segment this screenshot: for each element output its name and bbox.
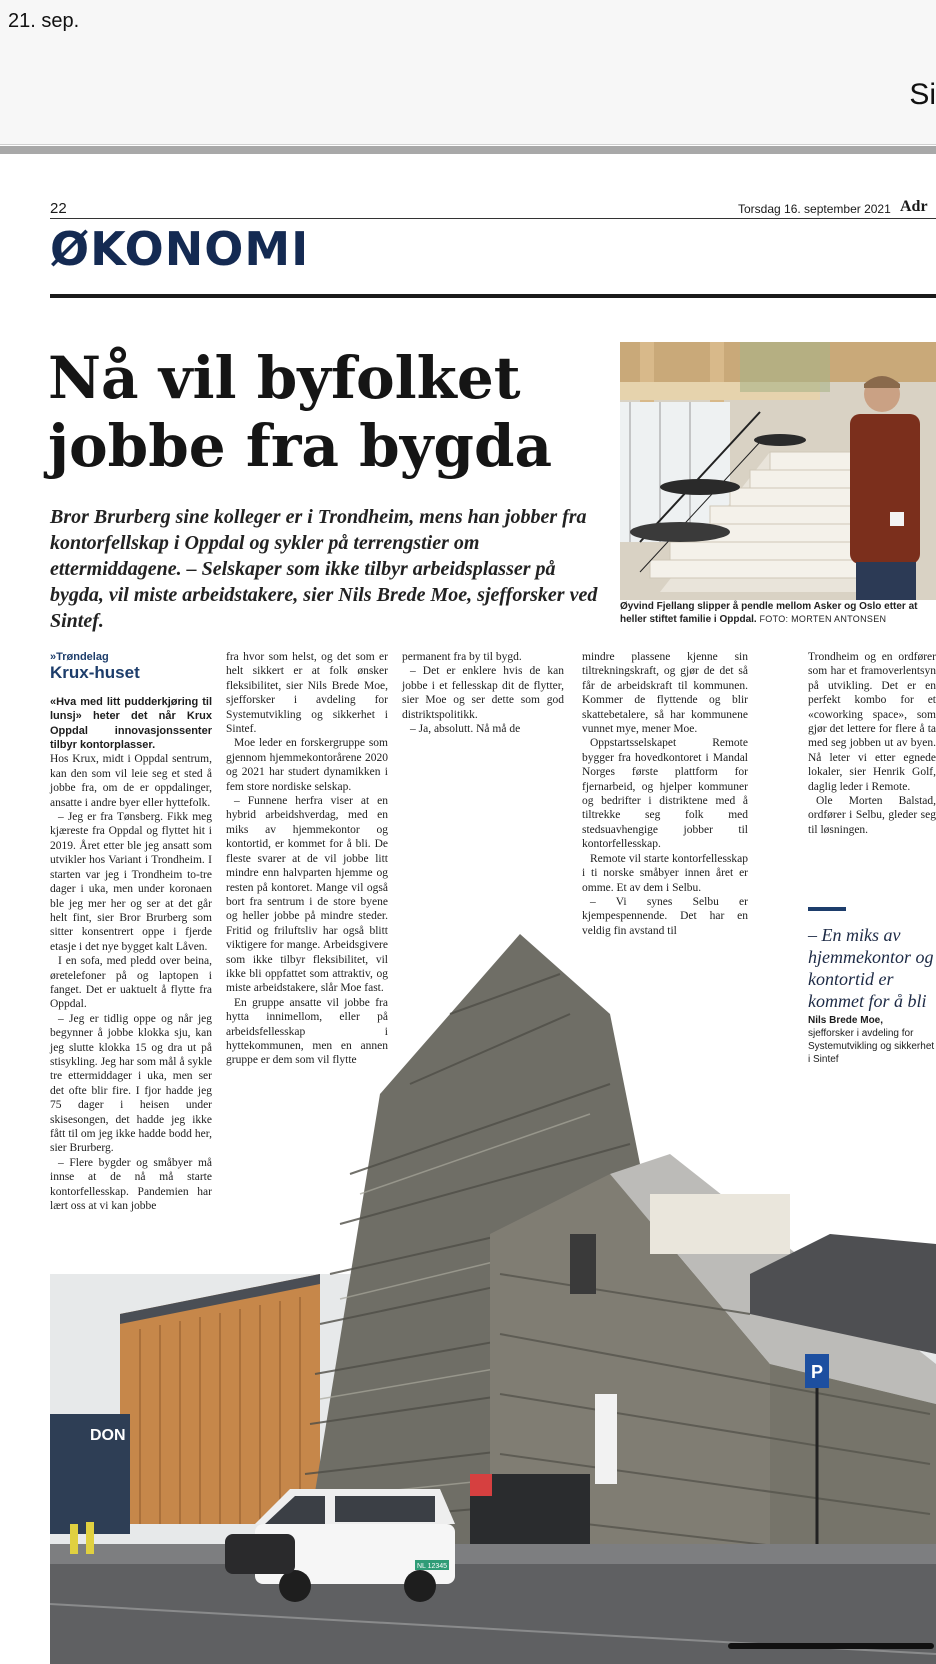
article-column-1	[50, 650, 212, 1213]
body-paragraph: Moe leder en forskergruppe som gjennom hjemmekontorårene 2020 og 2021 har studert dynamikken i fem store nordiske selskap.	[226, 737, 388, 793]
body-paragraph: – Flere bygder og småbyer må innse at de nå må starte kontorfellesskap. Pandemien har lært oss at vi kan jobbe	[50, 1156, 212, 1213]
page-date: Torsdag 16. september 2021	[738, 202, 891, 216]
body-paragraph: En gruppe ansatte vil jobbe fra hytta innimellom, eller på arbeidsfellesskap i hyttekommunen, men en annen gruppe er dem som vil flytte	[226, 996, 388, 1067]
pull-quote: – En miks av hjemmekontor og kontortid er kommet for å bli	[808, 925, 934, 1011]
body-paragraph: – Jeg er fra Tønsberg. Fikk meg kjæreste fra Oppdal og flyttet hit i 2019. Året etter ble jeg ansatt som utvikler hos Variant i Trondheim. I starten var jeg i Trondheim to-tre dager i uka, men under koronaen ble jeg mer her og ser at det går helt fint, sier Bror Brurberg som sitter konsentrert oppe i fjerde etasje i det nye bygget kalt Låven.	[50, 811, 212, 953]
interior-photo-art	[620, 342, 936, 600]
interior-photo	[620, 342, 936, 600]
pull-quote-title: sjefforsker i avdeling for Systemutvikling og sikkerhet i Sintef	[808, 1028, 935, 1065]
body-paragraph: Ole Morten Balstad, ordfører i Selbu, gleder seg til løsningen.	[808, 795, 936, 836]
viewer-date: 21. sep.	[8, 10, 80, 32]
body-paragraph: – Det er enklere hvis de kan jobbe i et fellesskap dit de flytter, sier Moe og ser dette som god distriktspolitikk.	[402, 665, 564, 721]
caption-text: Øyvind Fjellang slipper å pendle mellom Asker og Oslo etter at	[620, 601, 918, 612]
body-paragraph: Hos Krux, midt i Oppdal sentrum, kan den som vil leie seg et sted å jobbe fra, om de er oppdalinger, ansatte i andre byer eller hyttefolk.	[50, 753, 212, 809]
body-paragraph: permanent fra by til bygd.	[402, 651, 522, 663]
article-lead: Bror Brurberg sine kolleger er i Trondheim, mens han jobber fra kontorfellskap i Oppdal og sykler på terrengstier om ettermiddagene. – Selskaper som ikke tilbyr arbeidsplasser på bygda, vil miste arbeidstakere, sier Nils Brede Moe, sjefforsker ved Sintef.	[50, 506, 598, 632]
section-title: ØKONOMI	[50, 222, 310, 276]
kicker: »Trøndelag	[50, 651, 109, 663]
header-rule	[50, 218, 936, 219]
body-paragraph: Trondheim og en ordfører som har et framoverlentsyn på utvikling. Det er en perfekt kombo for et «coworking space», som gjør det lettere for flere å ta med seg jobben ut av byen. Nå leter vi etter egnede lokaler, sier Henrik Golf, daglig leder i Remote.	[808, 651, 936, 793]
article-column-3	[402, 650, 564, 736]
body-paragraph: – Vi synes Selbu er kjempespennende. Det har en veldig fin avstand til	[582, 895, 748, 937]
pull-quote-attribution	[808, 1014, 936, 1066]
body-paragraph: Oppstartsselskapet Remote bygger fra hovedkontoret i Mandal Norges første plattform for fjernarbeid, og hjelper kommuner og bedrifter i distriktene med å tiltrekke seg folk med stedsuavhengige jobber til kontorfellesskap.	[582, 737, 748, 851]
body-paragraph: – Ja, absolutt. Nå må de	[410, 723, 521, 736]
home-indicator[interactable]	[728, 1643, 934, 1649]
store-sign: DON	[90, 1427, 126, 1444]
viewer-top-bar	[0, 0, 936, 145]
article-column-4	[582, 650, 748, 938]
caption-text-2: heller stiftet familie i Oppdal.	[620, 614, 757, 625]
section-rule	[50, 294, 936, 298]
article-column-2	[226, 650, 388, 1068]
body-paragraph: – Funnene herfra viser at en hybrid arbeidshverdag, med en miks av hjemmekontor og kontortid, er kommet for å bli. De fleste svarer at de vil jobbe litt mindre enn halvparten hjemme og resten på kontoret. Mange vil også bort fra sentrum i de store byene og heller jobbe på mindre steder. Fritid og friluftsliv har også blitt viktigere for mange. Arbeidsgivere som ikke tilbyr fleksibilitet, vil ikke bli oppfattet som attraktiv, og miste arbeidstakere, slår Moe fast.	[226, 795, 388, 995]
viewer-divider	[0, 146, 936, 154]
newspaper-page	[0, 154, 936, 1664]
pull-quote-rule	[808, 907, 846, 911]
pull-quote-name: Nils Brede Moe,	[808, 1015, 884, 1026]
headline: Nå vil byfolket jobbe fra bygda	[48, 344, 553, 480]
body-paragraph: mindre plassene kjenne sin tiltrekningskraft, og gjør de det så får de arbeidskraft til kommunen. Kommer de flyttende og blir skattebetalere, så har kommunene vunnet mye, mener Moe.	[582, 651, 748, 736]
page-number: 22	[50, 200, 67, 217]
caption-credit: FOTO: MORTEN ANTONSEN	[759, 614, 887, 624]
subhead: Krux-huset	[50, 663, 140, 683]
intro-paragraph: «Hva med litt pudderkjøring til lunsj» heter det når Krux Oppdal innovasjonssenter tilbyr kontorplasser.	[50, 695, 212, 752]
body-paragraph: fra hvor som helst, og det som er helt sikkert er at folk ønsker fleksibilitet, sier Nils Brede Moe, sjefforsker i avdeling for Systemutvikling og sikkerhet i Sintef.	[226, 651, 388, 736]
van-plate: NL 12345	[416, 1563, 448, 1570]
viewer-partial-label[interactable]: Si	[909, 78, 936, 111]
body-paragraph: I en sofa, med pledd over beina, øretelefoner på og laptopen i fanget. Det er uaktuelt å flytte fra Oppdal.	[50, 955, 212, 1011]
body-paragraph: – Jeg er tidlig oppe og når jeg begynner å jobbe klokka sju, kan jeg slutte klokka 15 og dra ut på stisykling. Jeg har som mål å sykle tre ettermiddager i uka, men ser det ofte blir fire. I fjor hadde jeg 75 dager i heisen under skisesongen, det hadde jeg ikke fått til om jeg ikke hadde bodd her, sier Brurberg.	[50, 1012, 212, 1155]
body-paragraph: Remote vil starte kontorfellesskap i ti norske småbyer innen året er omme. Et av dem i Selbu.	[582, 852, 748, 894]
masthead: Adr	[900, 198, 928, 215]
article-column-5	[808, 650, 936, 837]
parking-sign: P	[810, 1362, 824, 1382]
photo-caption	[620, 600, 936, 626]
